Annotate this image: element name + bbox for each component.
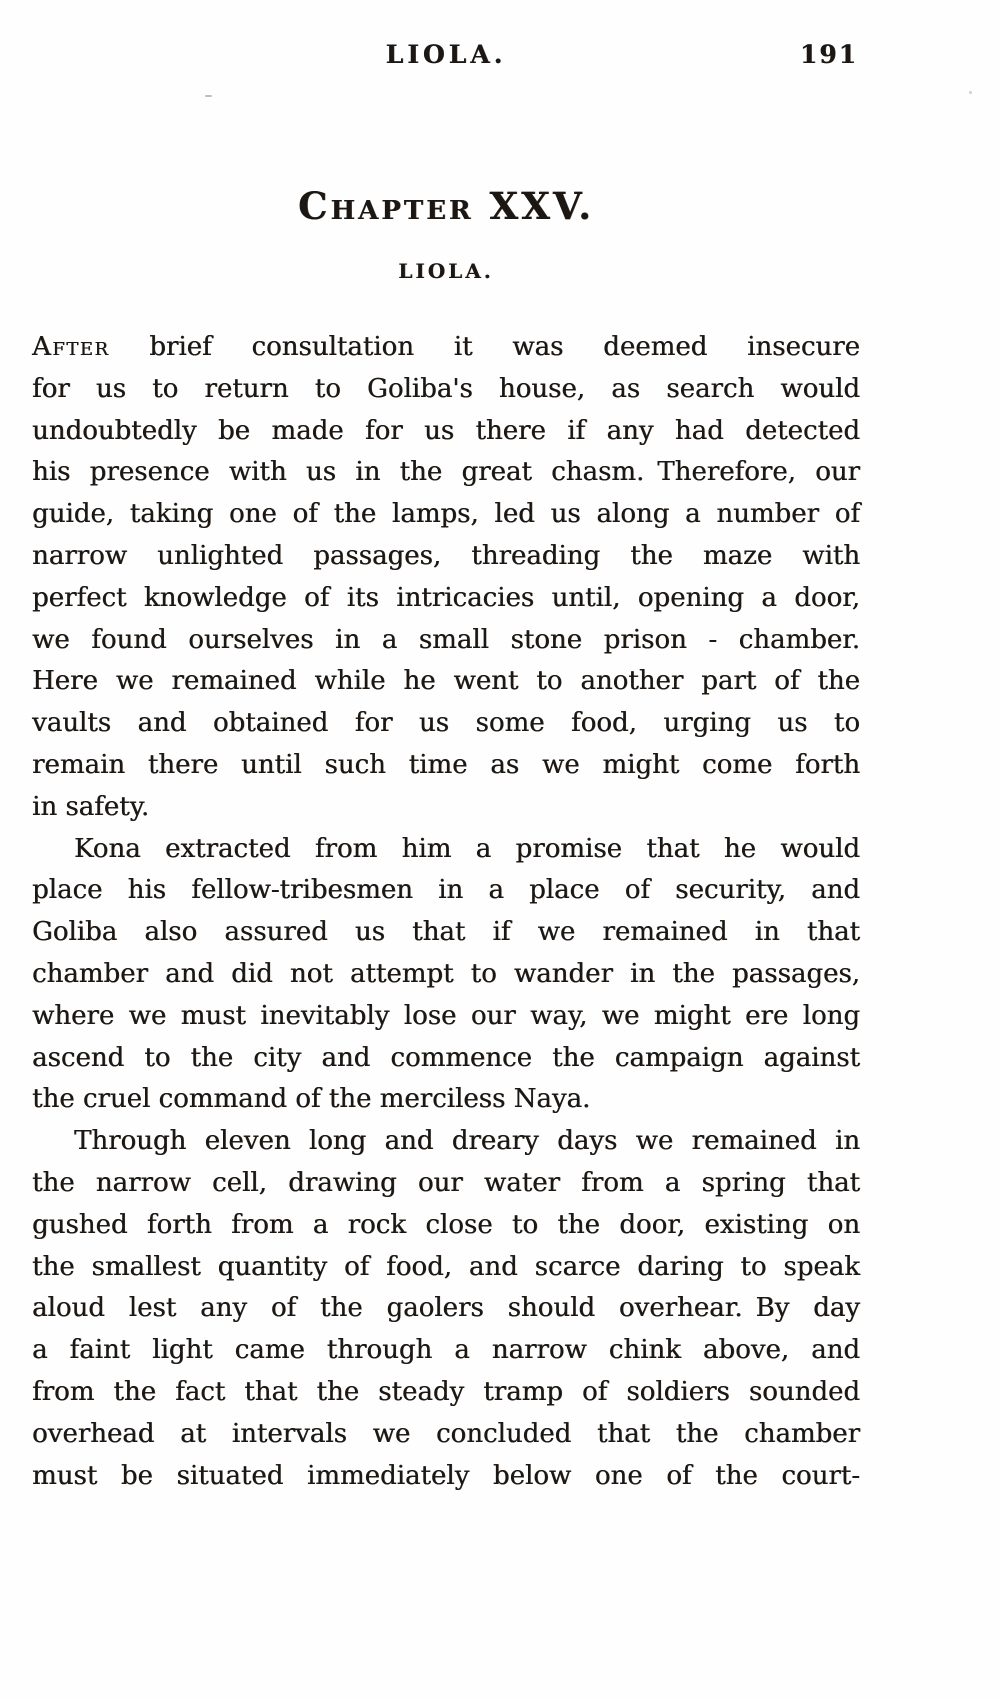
text-line-p3-9: must be situated immediately below one of the court- xyxy=(32,1460,860,1491)
lead-small-caps: After xyxy=(32,332,110,362)
text-line-p3-5: aloud lest any of the gaolers should overhear. By day xyxy=(32,1293,860,1324)
text-line-p3-1: Through eleven long and dreary days we remained in xyxy=(74,1126,860,1157)
scan-speck xyxy=(205,95,212,97)
lead-line-rest: brief consultation it was deemed insecure xyxy=(109,332,860,362)
text-line-p1-6: narrow unlighted passages, threading the maze with xyxy=(32,540,860,571)
text-line-p3-4: the smallest quantity of food, and scarce daring to speak xyxy=(32,1251,860,1282)
text-line-p3-2: the narrow cell, drawing our water from a spring that xyxy=(32,1167,860,1198)
text-line-p1-2: for us to return to Goliba's house, as search would xyxy=(32,373,860,404)
text-line-p1-7: perfect knowledge of its intricacies until, opening a door, xyxy=(32,582,860,613)
text-line-p2-2: place his fellow-tribesmen in a place of security, and xyxy=(32,875,860,906)
text-line-p1-11: remain there until such time as we might come forth xyxy=(32,749,860,780)
text-line-p3-7: from the fact that the steady tramp of soldiers sounded xyxy=(32,1376,860,1407)
text-line-p1-9: Here we remained while he went to another part of the xyxy=(32,666,860,697)
running-title: LIOLA. xyxy=(385,40,507,69)
text-line-p2-1: Kona extracted from him a promise that he would xyxy=(74,833,860,864)
text-line-p3-8: overhead at intervals we concluded that the chamber xyxy=(32,1418,860,1449)
page-body xyxy=(32,327,860,1497)
text-line-p1-1 xyxy=(32,327,860,369)
running-header xyxy=(32,40,860,74)
text-line-p2-3: Goliba also assured us that if we remained in that xyxy=(32,917,860,948)
text-line-p2-7: the cruel command of the merciless Naya. xyxy=(32,1084,591,1115)
text-line-p2-4: chamber and did not attempt to wander in the passages, xyxy=(32,958,860,989)
text-line-p3-6: a faint light came through a narrow chink above, and xyxy=(32,1335,860,1366)
page-number: 191 xyxy=(799,40,858,69)
text-line-p1-10: vaults and obtained for us some food, urging us to xyxy=(32,708,860,739)
text-line-p1-3: undoubtedly be made for us there if any had detected xyxy=(32,415,860,446)
chapter-heading: Chapter XXV. xyxy=(298,184,594,228)
scan-speck xyxy=(969,91,972,94)
chapter-subtitle: LIOLA. xyxy=(398,259,494,283)
text-line-p1-12: in safety. xyxy=(32,791,150,822)
text-line-p1-4: his presence with us in the great chasm. Therefore, our xyxy=(32,457,860,488)
text-line-p2-5: where we must inevitably lose our way, we might ere long xyxy=(32,1000,860,1031)
text-line-p3-3: gushed forth from a rock close to the door, existing on xyxy=(32,1209,860,1240)
text-line-p2-6: ascend to the city and commence the campaign against xyxy=(32,1042,860,1073)
text-line-p1-8: we found ourselves in a small stone prison - chamber. xyxy=(32,624,860,655)
text-line-p1-5: guide, taking one of the lamps, led us along a number of xyxy=(32,499,860,530)
